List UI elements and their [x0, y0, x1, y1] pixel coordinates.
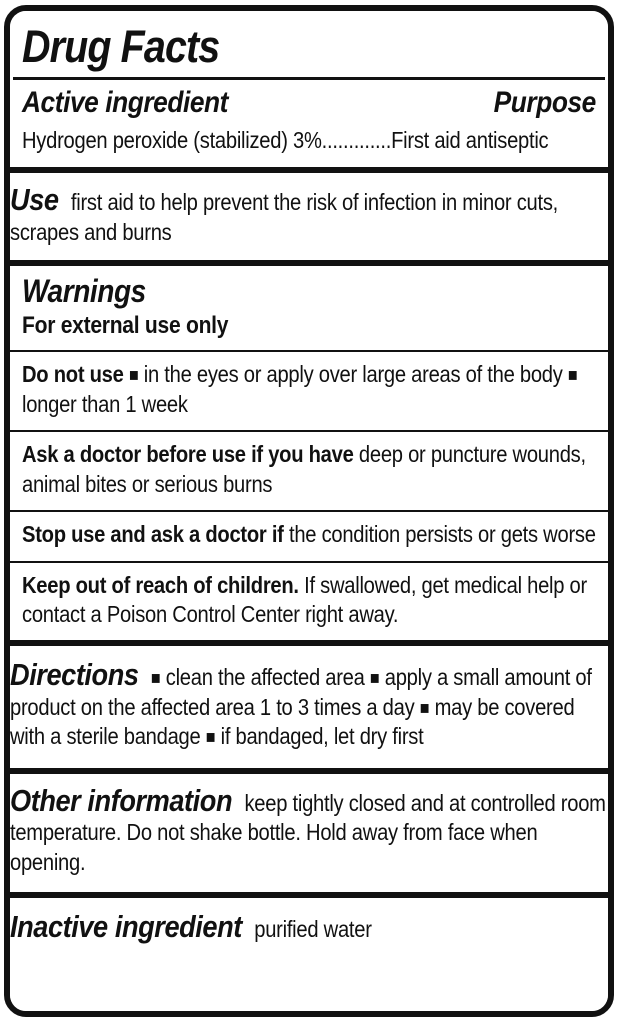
section-warnings	[10, 266, 608, 640]
directions-item: clean the affected area	[165, 664, 365, 691]
section-other-information	[10, 774, 608, 892]
drug-facts-title: Drug Facts	[22, 21, 220, 72]
inactive-ingredient-text	[10, 911, 608, 944]
drug-facts-label	[4, 5, 614, 1017]
directions-item: apply a small amount of product on the affected area 1 to 3 times a day	[10, 664, 592, 720]
directions-item: if bandaged, let dry first	[220, 723, 424, 750]
bullet-square-icon: ■	[369, 667, 380, 689]
purpose-heading: Purpose	[493, 86, 596, 120]
other-information-heading: Other information	[10, 782, 233, 818]
ask-doctor-body: deep or puncture wounds, animal bites or serious burns	[22, 441, 586, 497]
use-heading: Use	[10, 182, 59, 218]
section-directions	[10, 646, 608, 767]
directions-item: may be covered with a sterile bandage	[10, 693, 575, 750]
use-text	[10, 184, 608, 247]
do-not-use-lead: Do not use	[22, 361, 124, 388]
warning-do-not-use	[10, 350, 608, 430]
ask-doctor-text	[22, 440, 596, 499]
bullet-square-icon: ■	[128, 364, 139, 386]
section-use	[10, 173, 608, 260]
external-use-only: For external use only	[22, 311, 229, 339]
keep-out-lead: Keep out of reach of children.	[22, 571, 299, 598]
other-information-body: keep tightly closed and at controlled room temperature. Do not shake bottle. Hold away from face when opening.	[10, 789, 606, 875]
warning-ask-doctor	[10, 430, 608, 510]
inactive-ingredient-body: purified water	[254, 916, 372, 943]
keep-out-text	[22, 571, 596, 630]
directions-text	[10, 659, 608, 751]
ask-doctor-lead: Ask a doctor before use if you have	[22, 441, 354, 468]
ingredient-name: Hydrogen peroxide (stabilized) 3%	[22, 126, 322, 153]
bullet-square-icon: ■	[150, 667, 161, 689]
bullet-square-icon: ■	[567, 364, 578, 386]
warnings-heading: Warnings	[22, 273, 146, 310]
section-title-active	[10, 11, 608, 167]
section-inactive-ingredient	[10, 898, 608, 1011]
bullet-square-icon: ■	[419, 696, 430, 718]
stop-use-lead: Stop use and ask a doctor if	[22, 521, 284, 548]
warning-keep-out-of-reach	[10, 561, 608, 641]
stop-use-body: the condition persists or gets worse	[288, 521, 596, 548]
title-divider	[13, 77, 605, 80]
active-ingredient-line	[22, 126, 596, 155]
directions-heading: Directions	[10, 657, 139, 693]
inactive-ingredient-heading: Inactive ingredient	[10, 909, 242, 945]
warning-stop-use	[10, 510, 608, 560]
ingredient-purpose: First aid antiseptic	[391, 126, 549, 153]
other-information-text	[10, 782, 608, 877]
keep-out-body: If swallowed, get medical help or contact a Poison Control Center right away.	[22, 571, 587, 627]
do-not-use-item: longer than 1 week	[22, 390, 188, 417]
do-not-use-item: in the eyes or apply over large areas of the body	[143, 361, 563, 388]
bullet-square-icon: ■	[205, 726, 216, 748]
active-ingredient-heading: Active ingredient	[22, 86, 228, 120]
use-body: first aid to help prevent the risk of infection in minor cuts, scrapes and burns	[10, 189, 559, 245]
stop-use-text	[22, 520, 596, 549]
do-not-use-text	[22, 360, 596, 419]
leader-dots: .............	[321, 126, 392, 153]
